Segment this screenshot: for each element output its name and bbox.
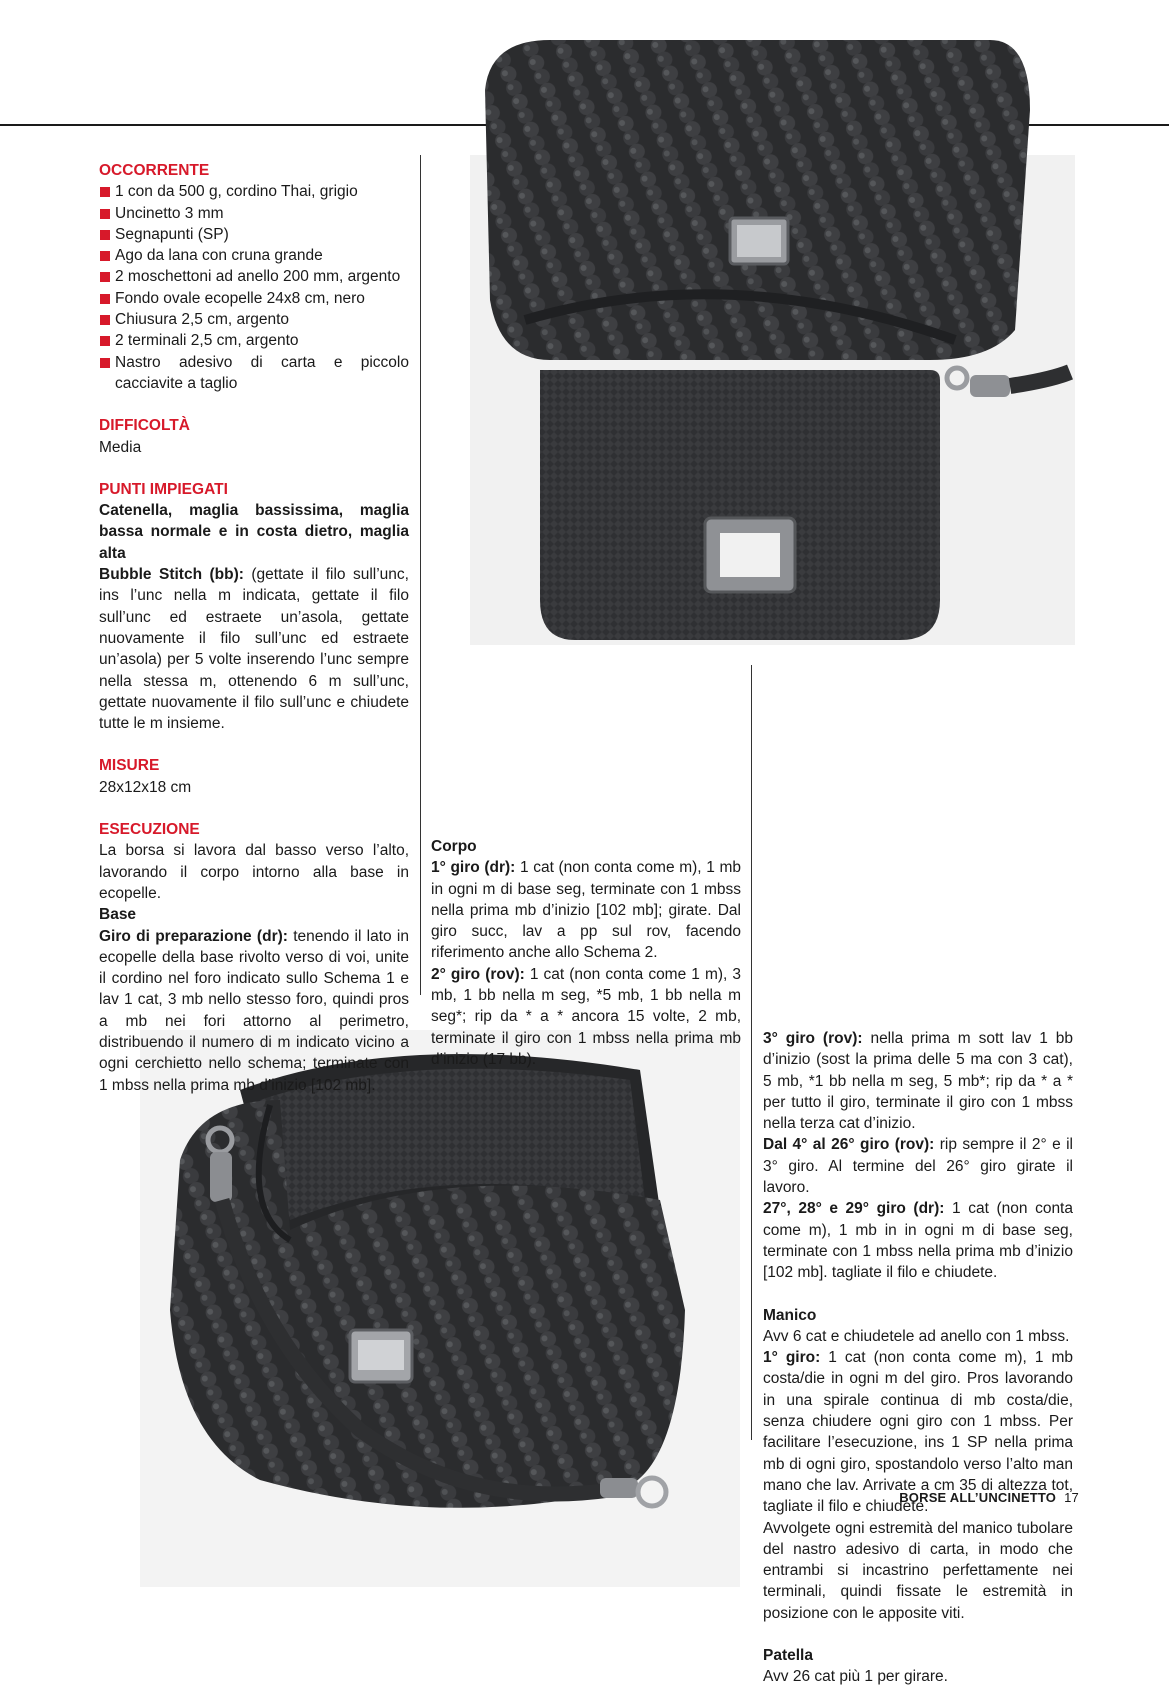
round-27-29-label: 27°, 28° e 29° giro (dr): [763, 1200, 945, 1218]
list-item: Uncinetto 3 mm [99, 203, 409, 224]
bubble-stitch-text: (gettate il filo sull’unc, ins l’unc nella m indicata, gettate il filo sull’unc ed estraete un’asola, gettate nuovamente il filo sull’unc ed estraete un’asola) per 5 volte inserendo l’unc sempre nella stessa m, ottenendo 6 m sull’unc, gettate nuovamente il filo sull’unc e chiudete tutte le m insieme. [99, 566, 409, 733]
section-title-occorrente: OCCORRENTE [99, 162, 210, 179]
list-item: 1 con da 500 g, cordino Thai, grigio [99, 181, 409, 202]
flap-text: Avv 26 cat più 1 per girare. [763, 1668, 948, 1686]
handle-intro: Avv 6 cat e chiudetele ad anello con 1 mbss. [763, 1327, 1070, 1345]
execution-intro: La borsa si lavora dal basso verso l’alto, lavorando il corpo intorno alla base in ecopelle. [99, 842, 409, 902]
round-4-26-paragraph [763, 1134, 1073, 1198]
list-item: Ago da lana con cruna grande [99, 245, 409, 266]
bag-illustration-bottom [140, 1010, 740, 1587]
round-4-26-text: rip sempre il 2° e il 3° giro. Al termine del 26° giro girate il lavoro. [763, 1136, 1074, 1197]
round-27-29-text: 1 cat (non conta come m), 1 mb in in ogni m di base seg, terminate con 1 mbss nella prima mb d’inizio [102 mb]. tagliate il filo e chiudete. [763, 1200, 1073, 1282]
prep-round-paragraph [99, 926, 409, 1096]
size-value: 28x12x18 cm [99, 778, 192, 796]
handle-round-1-text: 1 cat (non conta come m), 1 mb costa/die in ogni m del giro. Pros lavorando in una spirale continua di mb costa/die, senza chiudere ogni giro con 1 mbss. Per facilitare l’esecuzione, ins 1 SP nella prima mb di ogni giro, spostandolo verso l’alto man mano che lav. Arrivate a cm 35 di altezza tot, tagliate il filo e chiudete. [763, 1349, 1073, 1516]
list-item: Fondo ovale ecopelle 24x8 cm, nero [99, 288, 409, 309]
stitches-lead: Catenella, maglia bassissima, maglia bassa normale e in costa dietro, maglia alta [99, 502, 409, 562]
list-item: Nastro adesivo di carta e piccolo cacciavite a taglio [99, 352, 409, 395]
round-2-text: 1 cat (non conta come 1 m), 3 mb, 1 bb nella m seg, *5 mb, 1 bb nella m seg*; rip da * a * ancora 15 volte, 2 mb, terminate il giro con 1 mbss nella prima mb d’inizio (17 bb). [431, 965, 741, 1068]
column-2 [431, 836, 741, 1070]
materials-list [99, 181, 409, 394]
round-2-label: 2° giro (rov): [431, 965, 525, 983]
section-title-difficolta: DIFFICOLTÀ [99, 417, 190, 435]
magazine-name: BORSE ALL’UNCINETTO [899, 1490, 1057, 1505]
round-3-label: 3° giro (rov): [763, 1030, 863, 1047]
bubble-stitch-paragraph [99, 564, 409, 734]
list-item: 2 moschettoni ad anello 200 mm, argento [99, 266, 409, 287]
round-4-26-label: Dal 4° al 26° giro (rov): [763, 1136, 935, 1154]
list-item: Chiusura 2,5 cm, argento [99, 309, 409, 330]
bubble-stitch-label: Bubble Stitch (bb): [99, 566, 244, 584]
manico-heading: Manico [763, 1306, 817, 1324]
handle-finish: Avvolgete ogni estremità del manico tubolare del nastro adesivo di carta, in modo che entrambi si incastrino perfettamente nei terminali, quindi fissate le estremità in posizione con le apposite viti. [763, 1519, 1073, 1622]
page-footer [899, 1490, 1079, 1505]
column-divider-right [751, 665, 752, 1440]
round-1-label: 1° giro (dr): [431, 859, 516, 877]
column-1 [99, 160, 409, 1096]
photo-bag-open-top [430, 0, 1080, 650]
list-item: Segnapunti (SP) [99, 224, 409, 245]
bag-illustration-top [430, 0, 1080, 650]
column-3 [763, 1028, 1073, 1688]
patella-heading: Patella [763, 1647, 813, 1665]
list-item: 2 terminali 2,5 cm, argento [99, 330, 409, 351]
section-title-misure: MISURE [99, 757, 160, 775]
round-3-text: nella prima m sott lav 1 bb d’inizio (sost la prima delle 5 ma con 3 cat), 5 mb, *1 bb nella m seg, 5 mb*; rip da * a * per tutto il giro, terminate il giro con 1 mbss nella terza cat d’inizio. [763, 1030, 1073, 1133]
page-number: 17 [1064, 1490, 1079, 1505]
corpo-heading: Corpo [431, 838, 477, 855]
section-title-punti: PUNTI IMPIEGATI [99, 480, 228, 498]
round-1-paragraph [431, 857, 741, 963]
round-3-paragraph [763, 1028, 1073, 1134]
prep-round-label: Giro di preparazione (dr): [99, 927, 288, 945]
difficulty-value: Media [99, 438, 142, 456]
round-27-29-paragraph [763, 1198, 1073, 1283]
round-2-paragraph [431, 964, 741, 1070]
prep-round-text: tenendo il lato in ecopelle della base rivolto verso di voi, unite il cordino nel foro indicato sullo Schema 1 e lav 1 cat, 3 mb nello stesso foro, quindi pros a mb nei fori attorno al perimetro, distribuendo il numero di m indicato vicino a ogni cerchietto nello schema; terminate con 1 mbss nella prima mb d’inizio [102 mb]. [99, 927, 409, 1094]
round-1-text: 1 cat (non conta come m), 1 mb in ogni m di base seg, terminate con 1 mbss nella prima mb d’inizio [102 mb]; girate. Dal giro succ, lav a pp sul rov, facendo riferimento anche allo Schema 2. [431, 859, 741, 962]
handle-round-1-label: 1° giro: [763, 1349, 821, 1367]
photo-bag-closed-bottom [140, 1010, 740, 1587]
base-heading: Base [99, 906, 137, 924]
section-title-esecuzione: ESECUZIONE [99, 821, 200, 839]
column-divider-left [420, 155, 421, 995]
